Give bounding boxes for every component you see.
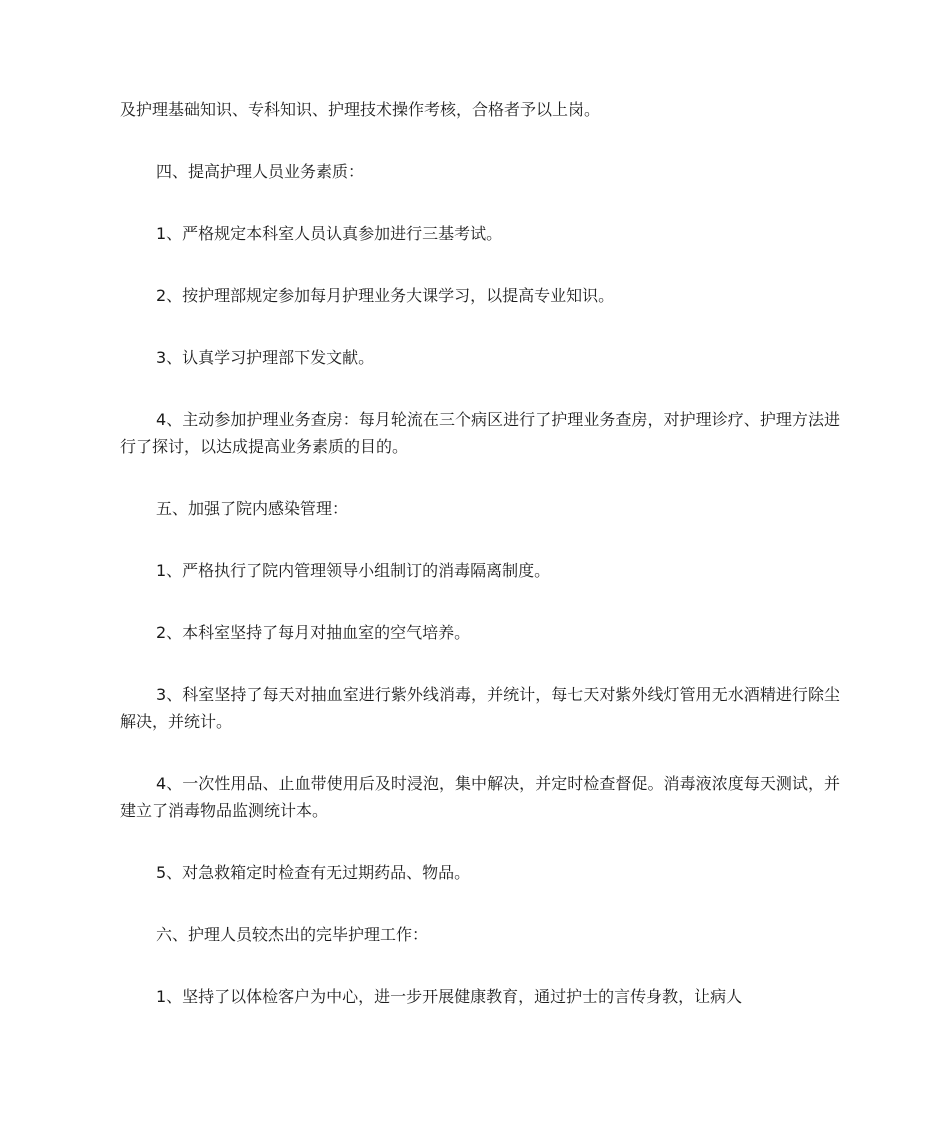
list-item: 4、一次性用品、止血带使用后及时浸泡，集中解决，并定时检查督促。消毒液浓度每天测试，并建立了消毒物品监测统计本。 — [120, 774, 840, 820]
list-item: 1、严格规定本科室人员认真参加进行三基考试。 — [156, 224, 503, 243]
section-heading-five: 五、加强了院内感染管理： — [156, 499, 349, 518]
list-item: 1、坚持了以体检客户为中心，进一步开展健康教育，通过护士的言传身教，让病人 — [156, 987, 743, 1006]
list-item: 3、科室坚持了每天对抽血室进行紫外线消毒，并统计，每七天对紫外线灯管用无水酒精进行除尘解决，并统计。 — [120, 685, 840, 731]
list-item: 2、按护理部规定参加每月护理业务大课学习，以提高专业知识。 — [156, 286, 615, 305]
list-item: 2、本科室坚持了每月对抽血室的空气培养。 — [156, 623, 471, 642]
document-body — [120, 96, 840, 1045]
list-item: 5、对急救箱定时检查有无过期药品、物品。 — [156, 863, 471, 882]
section-heading-four: 四、提高护理人员业务素质： — [156, 162, 365, 181]
paragraph-continuation: 及护理基础知识、专科知识、护理技术操作考核，合格者予以上岗。 — [120, 100, 601, 119]
list-item: 3、认真学习护理部下发文献。 — [156, 348, 375, 367]
section-heading-six: 六、护理人员较杰出的完毕护理工作： — [156, 925, 429, 944]
list-item: 1、严格执行了院内管理领导小组制订的消毒隔离制度。 — [156, 561, 551, 580]
list-item: 4、主动参加护理业务查房：每月轮流在三个病区进行了护理业务查房，对护理诊疗、护理方法进行了探讨，以达成提高业务素质的目的。 — [120, 410, 840, 456]
